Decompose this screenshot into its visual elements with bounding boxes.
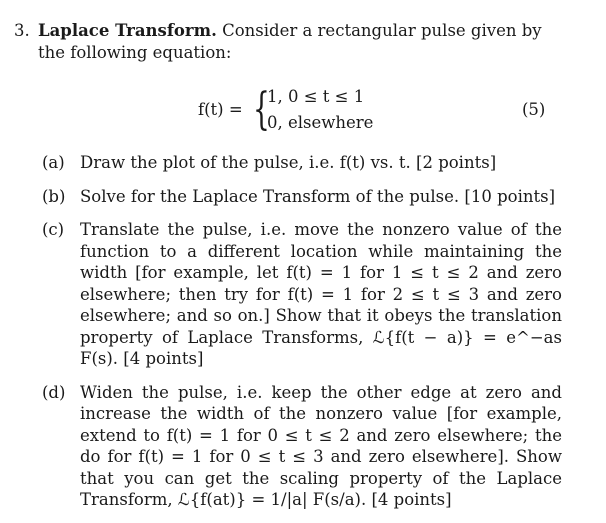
question-number: 3. xyxy=(14,21,30,40)
equation-case-2: 0, elsewhere xyxy=(267,113,374,132)
part-label: (b) xyxy=(42,186,66,206)
question-intro: Consider a rectangular pulse given by the following equation: xyxy=(38,21,542,62)
equation-lhs: f(t) = xyxy=(198,100,243,119)
part-d xyxy=(42,382,562,511)
part-text: Solve for the Laplace Transform of the pulse. [10 points] xyxy=(80,186,556,206)
part-label: (a) xyxy=(42,153,65,172)
part-a xyxy=(42,152,562,174)
part-text: Widen the pulse, i.e. keep the other edge at zero and increase the width of the nonzero value [for example, extend to f(t) = 1 for 0 ≤ t ≤ 2 and zero elsewhere; the do for f(t) = 1 for 0 ≤ t ≤ 3 and zero elsewhere]. Show that you can get the scaling property of the Laplace Transform, ℒ{f(at)} = 1/|a| F(s/a). [4 points] xyxy=(80,382,562,509)
part-c xyxy=(42,219,562,370)
pulse-equation xyxy=(0,86,606,138)
part-text: Translate the pulse, i.e. move the nonzero value of the function to a different location while maintaining the width [for example, let f(t) = 1 for 1 ≤ t ≤ 2 and zero elsewhere; then try for f(t) = 1 for 2 ≤ t ≤ 3 and zero elsewhere; and so on.] Show that it obeys the translation property of Laplace Transforms, ℒ{f(t − a)} = e^−as F(s). [4 points] xyxy=(80,220,562,368)
left-brace-icon: { xyxy=(253,84,270,135)
equation-number: (5) xyxy=(522,100,546,119)
question-title: Laplace Transform. xyxy=(38,21,217,40)
part-b xyxy=(42,186,562,208)
part-text: Draw the plot of the pulse, i.e. f(t) vs. t. [2 points] xyxy=(80,153,497,172)
equation-case-1: 1, 0 ≤ t ≤ 1 xyxy=(267,87,365,106)
part-label: (d) xyxy=(42,382,66,402)
part-label: (c) xyxy=(42,220,65,239)
question-parts xyxy=(42,152,562,523)
question-intro-block xyxy=(38,20,558,64)
